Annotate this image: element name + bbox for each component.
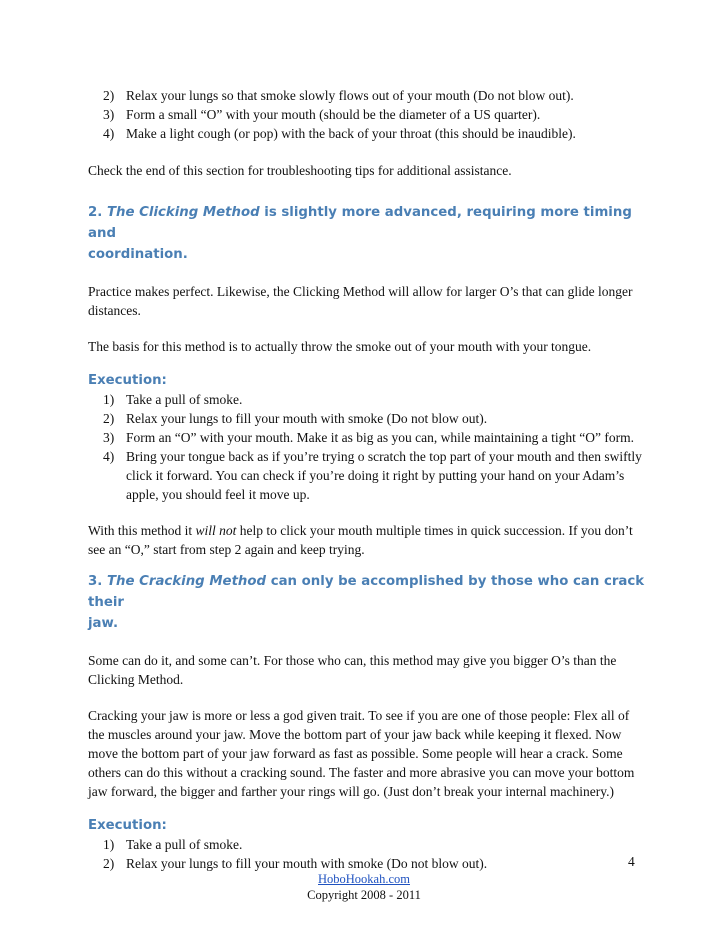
method-name: The Clicking Method: [106, 205, 260, 220]
step-text: Take a pull of smoke.: [126, 837, 243, 852]
step-text: Form an “O” with your mouth. Make it as big as you can, while maintaining a tight “O” form.: [126, 430, 635, 445]
step-text: Bring your tongue back as if you’re trying o scratch the top part of your mouth and then swiftly click it forward. You can check if you’re doing it right by putting your hand on your Adam’s apple, you should feel it move up.: [126, 449, 642, 502]
section-heading-clicking: [88, 202, 648, 265]
paragraph-cracking-jaw: Cracking your jaw is more or less a god given trait. To see if you are one of those people: Flex all of the muscles around your jaw. Move the bottom part of your jaw back while keeping it flexed. Now move the bottom part of your jaw forward as fast as possible. Some people will hear a crack. Some others can do this without a cracking sound. The faster and more abrasive you can move your bottom jaw forward, the bigger and farther your rings will go. (Just don’t break your internal machinery.): [88, 708, 635, 799]
step-text: Relax your lungs to fill your mouth with smoke (Do not blow out).: [126, 856, 488, 871]
list-item: [88, 86, 648, 105]
list-item: [88, 447, 648, 504]
step-text: Take a pull of smoke.: [126, 392, 243, 407]
emphasis: will not: [195, 523, 237, 538]
step-number: 2): [103, 856, 115, 871]
list-item: [88, 124, 648, 143]
section-heading-cracking: [88, 571, 648, 634]
section-description-cont: coordination.: [88, 247, 188, 262]
text-run: help to click your mouth multiple times in quick succession. If you don’t see an “O,” start from step 2 again and keep trying.: [88, 523, 633, 557]
step-number: 2): [103, 88, 115, 103]
cracking-step-list: [88, 835, 648, 873]
list-item: [88, 105, 648, 124]
execution-heading: Execution:: [88, 373, 167, 388]
list-item: [88, 390, 648, 409]
step-text: Relax your lungs so that smoke slowly flows out of your mouth (Do not blow out).: [126, 88, 574, 103]
section-number: 3.: [88, 574, 103, 589]
site-link[interactable]: HoboHookah.com: [318, 872, 410, 886]
paragraph-basis: The basis for this method is to actually throw the smoke out of your mouth with your tongue.: [88, 339, 592, 354]
step-number: 2): [103, 411, 115, 426]
paragraph-clicking-note: [88, 521, 648, 559]
clicking-step-list: [88, 390, 648, 504]
list-item: [88, 854, 648, 873]
section-description: is slightly more advanced, requiring more timing and: [88, 205, 632, 241]
section-description-cont: jaw.: [88, 616, 119, 631]
step-number: 1): [103, 837, 115, 852]
execution-heading: Execution:: [88, 818, 167, 833]
list-item: [88, 835, 648, 854]
list-item: [88, 428, 648, 447]
step-number: 3): [103, 107, 115, 122]
page-number: 4: [628, 854, 635, 869]
step-number: 1): [103, 392, 115, 407]
paragraph-practice: Practice makes perfect. Likewise, the Clicking Method will allow for larger O’s that can glide longer distances.: [88, 284, 633, 318]
step-text: Form a small “O” with your mouth (should be the diameter of a US quarter).: [126, 107, 541, 122]
copyright-text: Copyright 2008 - 2011: [307, 888, 421, 902]
page-body: [88, 86, 648, 873]
step-number: 3): [103, 430, 115, 445]
paragraph-some-can: Some can do it, and some can’t. For those who can, this method may give you bigger O’s than the Clicking Method.: [88, 653, 617, 687]
section-description: can only be accomplished by those who can crack their: [88, 574, 645, 610]
troubleshoot-note: Check the end of this section for troubleshooting tips for additional assistance.: [88, 163, 512, 178]
step-number: 4): [103, 126, 115, 141]
intro-step-list: [88, 86, 648, 143]
step-number: 4): [103, 449, 115, 464]
method-name: The Cracking Method: [106, 574, 267, 589]
step-text: Relax your lungs to fill your mouth with smoke (Do not blow out).: [126, 411, 488, 426]
text-run: With this method it: [88, 523, 196, 538]
list-item: [88, 409, 648, 428]
section-number: 2.: [88, 205, 103, 220]
step-text: Make a light cough (or pop) with the back of your throat (this should be inaudible).: [126, 126, 576, 141]
